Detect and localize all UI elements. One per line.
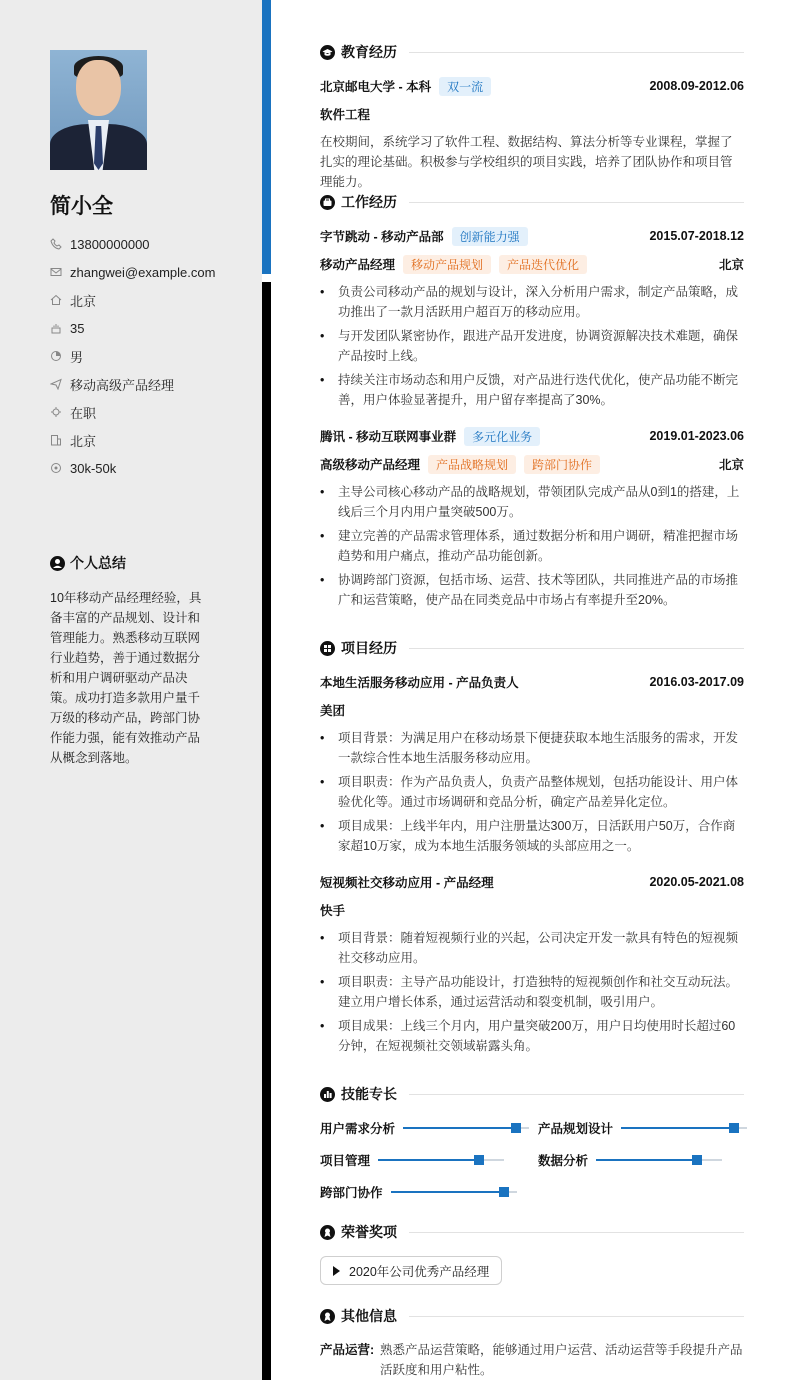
summary-text: 10年移动产品经理经验，具备丰富的产品规划、设计和管理能力。熟悉移动互联网行业趋势，善于通过数据分析和用户调研驱动产品决策。成功打造多款用户量千万级的移动产品，跨部门协作能力强，能有效推动产品从概念到落地。 <box>50 591 202 765</box>
project-name: 短视频社交移动应用 - 产品经理 <box>320 876 494 890</box>
school-name: 北京邮电大学 - 本科 <box>320 80 432 94</box>
project-org: 美团 <box>320 704 346 718</box>
info-status <box>50 398 215 426</box>
project-date: 2020.05-2021.08 <box>649 875 744 889</box>
info-home <box>50 286 215 314</box>
list-item: • 项目背景：随着短视频行业的兴起，公司决定开发一款具有特色的短视频社交移动应用。 <box>320 928 744 968</box>
job-header <box>320 426 744 446</box>
skill-name: 用户需求分析 <box>320 1122 396 1136</box>
role-tag: 产品战略规划 <box>428 455 516 474</box>
skill-bar <box>621 1127 747 1129</box>
section-work <box>320 192 744 212</box>
profile-name: 简小全 <box>50 195 113 218</box>
job-tag: 创新能力强 <box>452 227 528 246</box>
skill-name: 数据分析 <box>538 1154 589 1168</box>
project-bullets <box>320 728 744 860</box>
job-role: 高级移动产品经理 <box>320 458 421 472</box>
skill-name: 项目管理 <box>320 1154 371 1168</box>
info-salary-text: 30k-50k <box>70 460 117 476</box>
avatar <box>50 50 147 170</box>
other-label: 产品运营: <box>320 1343 375 1357</box>
other-info <box>320 1340 744 1380</box>
award-item[interactable] <box>320 1256 502 1285</box>
graduation-cap-icon <box>320 45 335 60</box>
role-tag: 产品迭代优化 <box>499 255 587 274</box>
major-text: 软件工程 <box>320 108 371 122</box>
info-gender <box>50 342 215 370</box>
contact-info <box>50 230 215 482</box>
building-icon <box>50 434 62 446</box>
job-date: 2015.07-2018.12 <box>649 229 744 243</box>
project-header <box>320 672 744 692</box>
skill-bar <box>391 1191 517 1193</box>
school-tag: 双一流 <box>439 77 491 96</box>
list-item: • 项目成果：上线半年内，用户注册量达300万，日活跃用户50万，合作商家超10万家，成为本地生活服务领域的头部应用之一。 <box>320 816 744 856</box>
award-text: 2020年公司优秀产品经理 <box>349 1264 490 1279</box>
phone-icon <box>50 238 62 250</box>
info-city <box>50 426 215 454</box>
other-title: 其他信息 <box>341 1308 397 1324</box>
cake-icon <box>50 322 62 334</box>
education-major <box>320 104 744 124</box>
skill-item <box>320 1184 517 1200</box>
mail-icon <box>50 266 62 278</box>
project-org-row <box>320 700 744 720</box>
education-date: 2008.09-2012.06 <box>649 79 744 93</box>
other-value: 熟悉产品运营策略，能够通过用户运营、活动运营等手段提升产品活跃度和用户粘性。 <box>380 1343 743 1377</box>
info-status-text: 在职 <box>70 405 97 421</box>
info-home-text: 北京 <box>70 293 97 309</box>
list-item: • 持续关注市场动态和用户反馈，对产品进行迭代优化，使产品功能不断完善，用户体验显著提升，用户留存率提高了30%。 <box>320 370 744 410</box>
send-icon <box>50 378 62 390</box>
award-icon <box>320 1225 335 1240</box>
skill-item <box>538 1152 722 1168</box>
projects-title: 项目经历 <box>341 640 397 656</box>
info-phone <box>50 230 215 258</box>
job-role: 移动产品经理 <box>320 258 396 272</box>
summary-heading <box>50 553 126 573</box>
info-gender-text: 男 <box>70 349 84 365</box>
list-item: • 项目职责：作为产品负责人，负责产品整体规划，包括功能设计、用户体验优化等。通过市场调研和竞品分析，确定产品差异化定位。 <box>320 772 744 812</box>
project-org: 快手 <box>320 904 346 918</box>
job-bullets <box>320 482 744 614</box>
skill-bar <box>403 1127 529 1129</box>
section-projects <box>320 638 744 658</box>
section-honors <box>320 1222 744 1242</box>
skill-name: 产品规划设计 <box>538 1122 614 1136</box>
skill-item <box>538 1120 747 1136</box>
section-other <box>320 1306 744 1326</box>
role-tag: 移动产品规划 <box>403 255 491 274</box>
salary-icon <box>50 462 62 474</box>
skill-item <box>320 1120 529 1136</box>
skill-bar <box>378 1159 504 1161</box>
info-position-text: 移动高级产品经理 <box>70 377 175 393</box>
job-bullets <box>320 282 744 414</box>
info-email-text: zhangwei@example.com <box>70 264 216 280</box>
honors-title: 荣誉奖项 <box>341 1224 397 1240</box>
job-header <box>320 226 744 246</box>
job-city: 北京 <box>718 458 744 472</box>
briefcase-icon <box>320 195 335 210</box>
info-email <box>50 258 215 286</box>
list-item: • 负责公司移动产品的规划与设计，深入分析用户需求，制定产品策略，成功推出了一款月活跃用户超百万的移动应用。 <box>320 282 744 322</box>
section-skills <box>320 1084 744 1104</box>
project-name: 本地生活服务移动应用 - 产品负责人 <box>320 676 519 690</box>
list-item: • 主导公司核心移动产品的战略规划，带领团队完成产品从0到1的搭建，上线后三个月内用户量突破500万。 <box>320 482 744 522</box>
info-phone-text: 13800000000 <box>70 236 150 252</box>
job-tag: 多元化业务 <box>464 427 540 446</box>
skill-item <box>320 1152 504 1168</box>
info-salary <box>50 454 215 482</box>
job-role-row <box>320 254 744 274</box>
info-age <box>50 314 215 342</box>
skills-title: 技能专长 <box>341 1086 397 1102</box>
project-bullets <box>320 928 744 1060</box>
role-tag: 跨部门协作 <box>524 455 600 474</box>
project-org-row <box>320 900 744 920</box>
section-education <box>320 42 744 62</box>
info-age-text: 35 <box>70 320 85 336</box>
list-item: • 项目成果：上线三个月内，用户量突破200万，用户日均使用时长超过60分钟，在短视频社交领域崭露头角。 <box>320 1016 744 1056</box>
job-role-row <box>320 454 744 474</box>
grid-icon <box>320 641 335 656</box>
info-position <box>50 370 215 398</box>
award-icon <box>320 1309 335 1324</box>
list-item: • 协调跨部门资源，包括市场、运营、技术等团队，共同推进产品的市场推广和运营策略，使产品在同类竞品中市场占有率提升至20%。 <box>320 570 744 610</box>
education-title: 教育经历 <box>341 44 397 60</box>
job-date: 2019.01-2023.06 <box>649 429 744 443</box>
job-company: 字节跳动 - 移动产品部 <box>320 230 444 244</box>
play-icon <box>333 1266 340 1276</box>
project-date: 2016.03-2017.09 <box>649 675 744 689</box>
status-icon <box>50 406 62 418</box>
summary-title: 个人总结 <box>70 555 126 571</box>
info-city-text: 北京 <box>70 433 97 449</box>
work-title: 工作经历 <box>341 194 397 210</box>
list-item: • 建立完善的产品需求管理体系，通过数据分析和用户调研，精准把握市场趋势和用户痛点，推动产品功能创新。 <box>320 526 744 566</box>
list-item: • 项目背景：为满足用户在移动场景下便捷获取本地生活服务的需求，开发一款综合性本地生活服务移动应用。 <box>320 728 744 768</box>
bar-chart-icon <box>320 1087 335 1102</box>
job-city: 北京 <box>718 258 744 272</box>
gender-icon <box>50 350 62 362</box>
list-item: • 项目职责：主导产品功能设计，打造独特的短视频创作和社交互动玩法。建立用户增长体系，通过运营活动和裂变机制，吸引用户。 <box>320 972 744 1012</box>
education-desc: 在校期间，系统学习了软件工程、数据结构、算法分析等专业课程，掌握了扎实的理论基础。积极参与学校组织的项目实践，培养了团队协作和项目管理能力。 <box>320 135 733 189</box>
project-header <box>320 872 744 892</box>
skill-name: 跨部门协作 <box>320 1186 383 1200</box>
skill-bar <box>596 1159 722 1161</box>
home-icon <box>50 294 62 306</box>
user-icon <box>50 556 65 571</box>
list-item: • 与开发团队紧密协作，跟进产品开发进度，协调资源解决技术难题，确保产品按时上线。 <box>320 326 744 366</box>
divider-bar <box>262 282 271 1380</box>
accent-bar <box>262 0 271 274</box>
job-company: 腾讯 - 移动互联网事业群 <box>320 430 457 444</box>
education-header <box>320 76 744 96</box>
